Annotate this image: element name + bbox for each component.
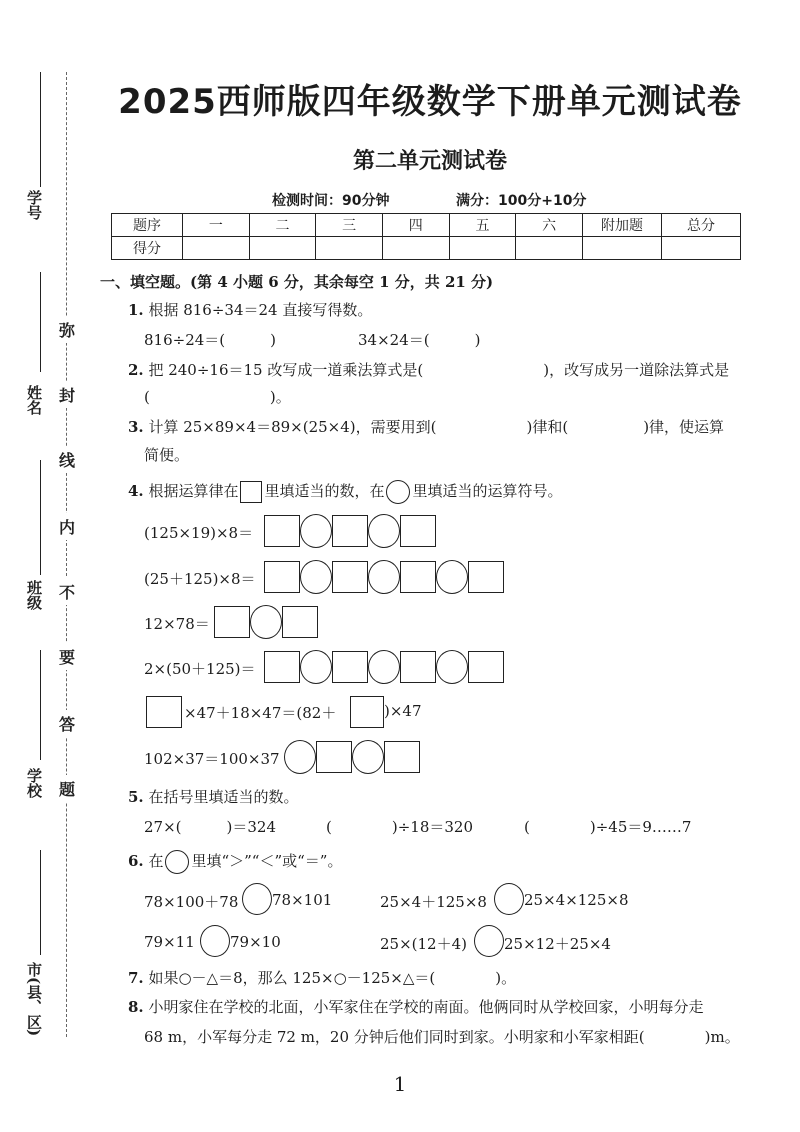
answer-box[interactable] <box>264 515 300 547</box>
school-line <box>40 650 41 760</box>
answer-box[interactable] <box>400 515 436 547</box>
q4-expression-3: 12×78＝ <box>144 615 210 633</box>
operator-circle[interactable] <box>284 740 316 774</box>
question-text: 在 <box>148 852 164 870</box>
seal-char: 不 <box>59 578 75 605</box>
question-number: 2. <box>128 361 144 379</box>
question-number: 4. <box>128 482 144 500</box>
answer-box[interactable] <box>264 561 300 593</box>
seal-char: 内 <box>59 513 75 540</box>
page-subtitle: 第二单元测试卷 <box>352 149 507 174</box>
seal-char: 要 <box>59 643 75 670</box>
question-number: 5. <box>128 788 144 806</box>
question-6 <box>128 850 342 874</box>
score-table <box>111 213 741 260</box>
class-label: 班级 <box>25 580 43 610</box>
question-text: 把 240÷16＝15 改写成一道乘法算式是( )，改写成另一道除法算式是 <box>148 361 730 379</box>
question-text: 小明家住在学校的北面，小军家住在学校的南面。他俩同时从学校回家，小明每分走 <box>148 998 704 1016</box>
question-number: 1. <box>128 301 144 319</box>
q6-b-right: 25×4×125×8 <box>524 891 629 909</box>
answer-box[interactable] <box>146 696 182 728</box>
question-text: 根据运算律在 <box>148 482 239 500</box>
question-number: 3. <box>128 418 144 436</box>
question-text: 里填“＞”“＜”或“＝”。 <box>191 852 343 870</box>
q6-d-right: 25×12＋25×4 <box>504 935 611 953</box>
school-label: 学校 <box>25 768 43 798</box>
score-table-cell: 五 <box>449 214 516 237</box>
q5-blank-a[interactable]: 27×( )＝324 <box>144 818 276 836</box>
compare-circle[interactable] <box>242 883 272 915</box>
q4-expression-5b: )×47 <box>384 702 422 720</box>
student-no-label: 学号 <box>25 190 43 220</box>
class-line <box>40 460 41 575</box>
circle-icon <box>386 480 410 504</box>
name-line <box>40 272 41 372</box>
q6-d-left: 25×(12＋4) <box>380 935 467 953</box>
question-number: 8. <box>128 998 144 1016</box>
answer-box[interactable] <box>332 651 368 683</box>
q4-expression-4: 2×(50＋125)＝ <box>144 660 256 678</box>
full-score: 满分：100分+10分 <box>456 193 587 209</box>
q4-expression-2: (25＋125)×8＝ <box>144 570 256 588</box>
operator-circle[interactable] <box>300 514 332 548</box>
answer-box[interactable] <box>316 741 352 773</box>
operator-circle[interactable] <box>368 650 400 684</box>
score-input-cell[interactable] <box>662 237 741 260</box>
operator-circle[interactable] <box>352 740 384 774</box>
score-table-header-row <box>112 214 741 237</box>
score-table-cell: 一 <box>183 214 250 237</box>
q4-expression-5a: ×47＋18×47＝(82＋ <box>184 704 337 722</box>
q6-c-left: 79×11 <box>144 933 195 951</box>
q3-continuation: 简便。 <box>144 446 190 464</box>
question-3 <box>128 416 724 437</box>
score-input-cell[interactable] <box>183 237 250 260</box>
question-text: 里填适当的数，在 <box>264 482 385 500</box>
answer-box[interactable] <box>264 651 300 683</box>
q6-b-left: 25×4＋125×8 <box>380 893 487 911</box>
score-table-score-row <box>112 237 741 260</box>
question-text: 计算 25×89×4＝89×(25×4)，需要用到( )律和( )律，使运算 <box>148 418 725 436</box>
score-table-cell: 二 <box>249 214 316 237</box>
q2-blank-2[interactable]: ( )。 <box>144 388 291 406</box>
answer-box[interactable] <box>332 561 368 593</box>
circle-icon <box>165 850 189 874</box>
operator-circle[interactable] <box>436 650 468 684</box>
question-4 <box>128 480 563 504</box>
question-5 <box>128 786 298 807</box>
score-table-cell: 附加题 <box>583 214 662 237</box>
q1-blank-a[interactable]: 816÷24＝( ) <box>144 331 276 349</box>
answer-box[interactable] <box>400 651 436 683</box>
answer-box[interactable] <box>384 741 420 773</box>
question-text: 在括号里填适当的数。 <box>148 788 299 806</box>
answer-box[interactable] <box>468 651 504 683</box>
seal-char: 答 <box>59 710 75 737</box>
operator-circle[interactable] <box>368 560 400 594</box>
operator-circle[interactable] <box>436 560 468 594</box>
compare-circle[interactable] <box>200 925 230 957</box>
answer-box[interactable] <box>282 606 318 638</box>
score-input-cell[interactable] <box>449 237 516 260</box>
q5-blank-c[interactable]: ( )÷45＝9……7 <box>524 818 692 836</box>
question-8 <box>128 996 703 1017</box>
compare-circle[interactable] <box>494 883 524 915</box>
q6-a-left: 78×100＋78 <box>144 893 239 911</box>
operator-circle[interactable] <box>300 650 332 684</box>
q6-c-right: 79×10 <box>230 933 281 951</box>
score-table-cell: 三 <box>316 214 383 237</box>
score-input-cell[interactable] <box>249 237 316 260</box>
answer-box[interactable] <box>350 696 384 728</box>
q6-a-right: 78×101 <box>272 891 333 909</box>
seal-char: 封 <box>59 381 75 408</box>
answer-box[interactable] <box>468 561 504 593</box>
name-label: 姓名 <box>25 385 43 415</box>
question-text: 里填适当的运算符号。 <box>412 482 563 500</box>
question-1 <box>128 299 372 320</box>
answer-box[interactable] <box>400 561 436 593</box>
seal-dashed-line <box>66 72 67 1037</box>
city-line <box>40 850 41 955</box>
question-number: 6. <box>128 852 144 870</box>
score-input-cell[interactable] <box>583 237 662 260</box>
operator-circle[interactable] <box>250 605 282 639</box>
q8-continuation[interactable]: 68 m，小军每分走 72 m，20 分钟后他们同时到家。小明家和小军家相距( )m。 <box>144 1028 740 1046</box>
compare-circle[interactable] <box>474 925 504 957</box>
student-no-line <box>40 72 41 187</box>
q1-blank-b[interactable]: 34×24＝( ) <box>358 331 481 349</box>
seal-char: 线 <box>59 446 75 473</box>
score-input-cell[interactable] <box>382 237 449 260</box>
seal-char: 题 <box>59 775 75 802</box>
seal-char: 弥 <box>59 316 75 343</box>
square-icon <box>240 481 262 503</box>
question-number: 7. <box>128 969 144 987</box>
score-table-cell: 四 <box>382 214 449 237</box>
score-table-cell: 六 <box>516 214 583 237</box>
q4-expression-1: (125×19)×8＝ <box>144 524 254 542</box>
section-heading: 一、填空题。(第 4 小题 6 分，其余每空 1 分，共 21 分) <box>100 273 494 291</box>
question-7 <box>128 967 516 988</box>
question-text[interactable]: 如果○－△＝8，那么 125×○－125×△＝( )。 <box>148 969 517 987</box>
city-label: 市(县、区) <box>25 962 43 1037</box>
question-text: 根据 816÷34＝24 直接写得数。 <box>148 301 373 319</box>
page-title: 2025西师版四年级数学下册单元测试卷 <box>118 82 742 122</box>
operator-circle[interactable] <box>300 560 332 594</box>
q5-blank-b[interactable]: ( )÷18＝320 <box>326 818 473 836</box>
answer-box[interactable] <box>214 606 250 638</box>
score-input-cell[interactable] <box>516 237 583 260</box>
q4-expression-6: 102×37＝100×37 <box>144 750 280 768</box>
operator-circle[interactable] <box>368 514 400 548</box>
question-2 <box>128 359 729 380</box>
answer-box[interactable] <box>332 515 368 547</box>
score-input-cell[interactable] <box>316 237 383 260</box>
score-table-cell: 题序 <box>112 214 183 237</box>
score-table-cell: 得分 <box>112 237 183 260</box>
page-number: 1 <box>393 1072 407 1096</box>
exam-time: 检测时间：90分钟 <box>272 193 390 209</box>
score-table-cell: 总分 <box>662 214 741 237</box>
